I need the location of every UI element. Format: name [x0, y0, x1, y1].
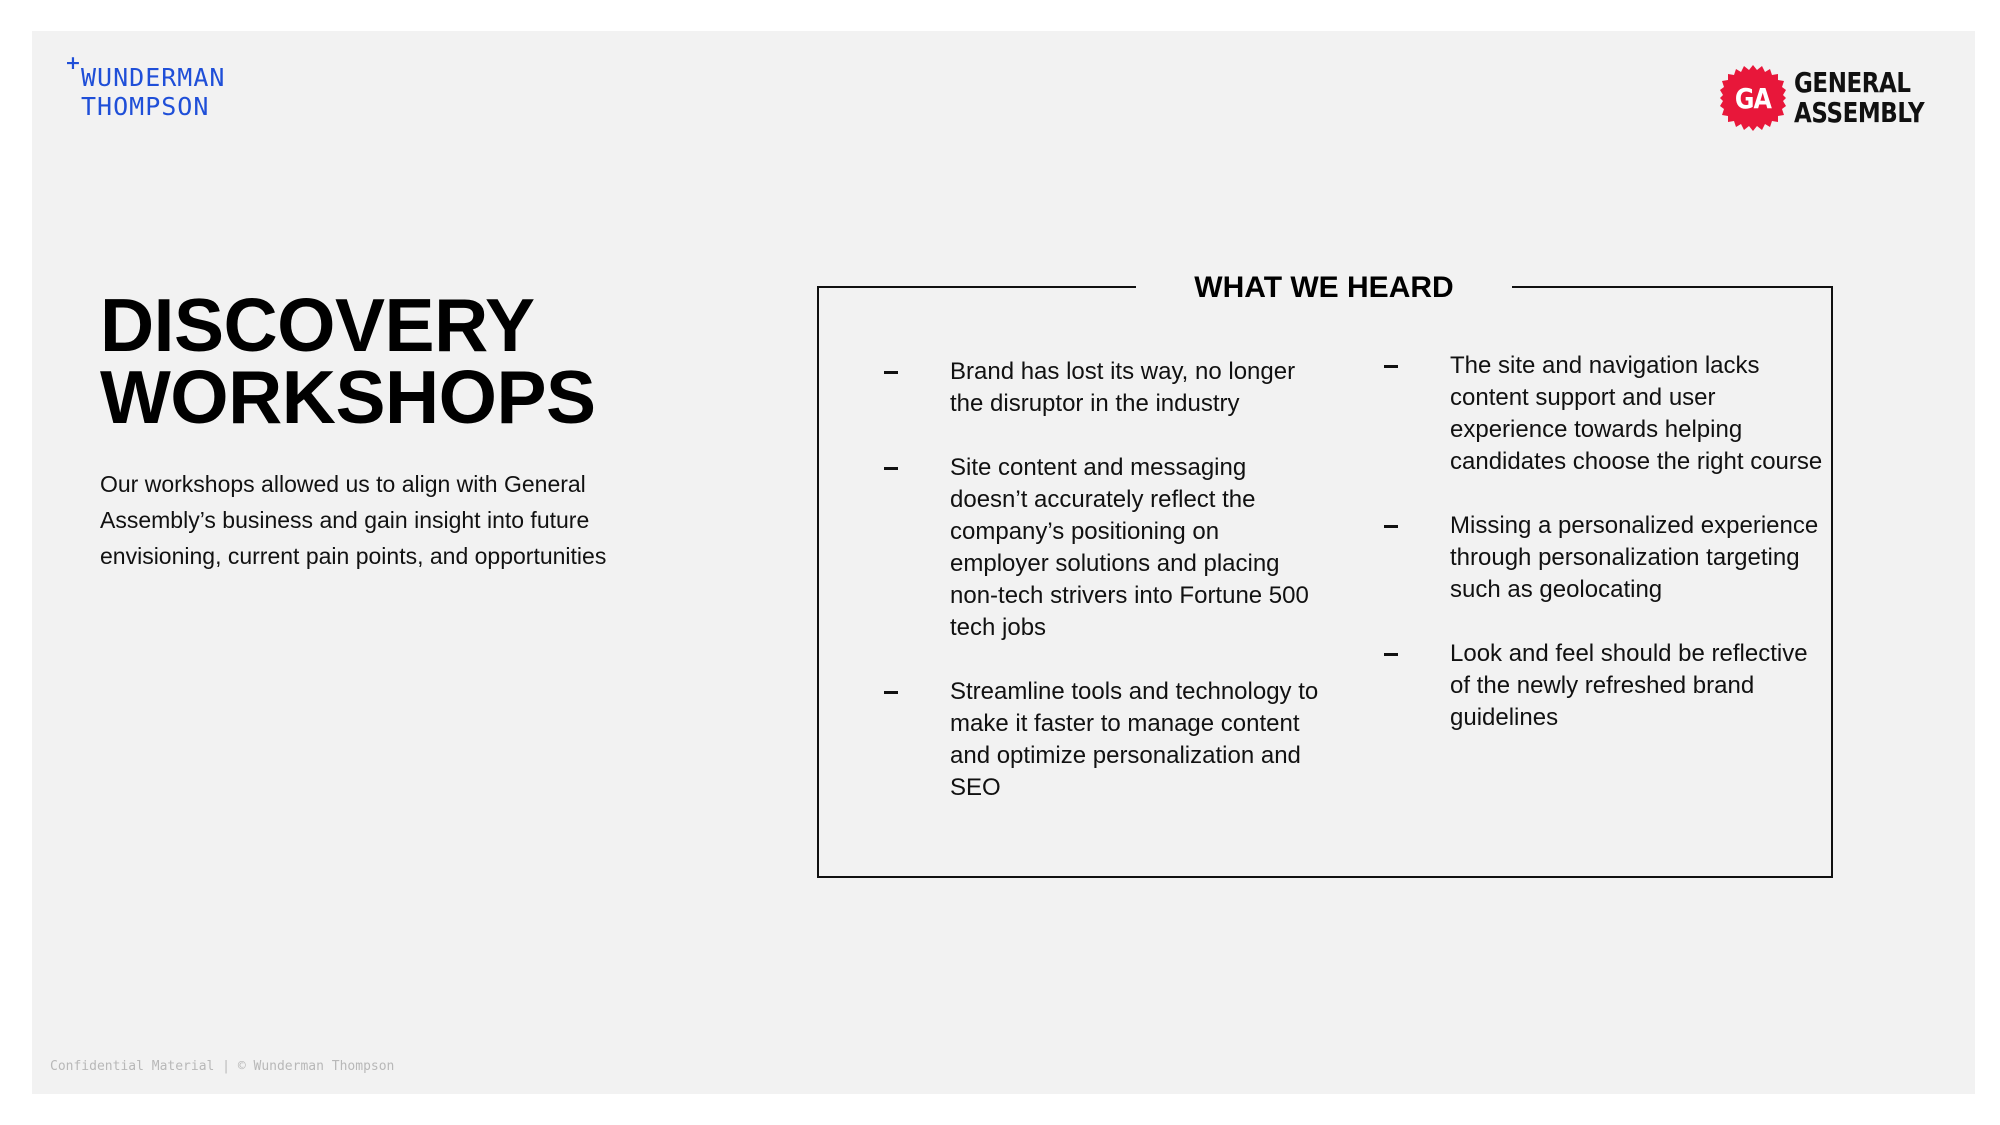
list-item	[1384, 350, 1824, 478]
plus-icon: +	[65, 52, 81, 74]
dash-bullet-icon	[884, 371, 898, 374]
slide	[32, 31, 1975, 1094]
what-we-heard-title: WHAT WE HEARD	[1136, 268, 1512, 308]
dash-bullet-icon	[1384, 653, 1398, 656]
list-item	[1384, 638, 1824, 734]
list-item-text: Missing a personalized experience through personalization targeting such as geolocating	[1450, 512, 1819, 603]
list-item-text: The site and navigation lacks content support and user experience towards helping candidates choose the right course	[1450, 352, 1823, 475]
client-name-line1: GENERAL	[1794, 66, 1911, 99]
general-assembly-logo	[1720, 65, 1953, 131]
agency-name-line1: WUNDERMAN	[81, 63, 226, 92]
heard-list-right	[1384, 350, 1824, 766]
dash-bullet-icon	[1384, 525, 1398, 528]
dash-bullet-icon	[1384, 365, 1398, 368]
client-name-line2: ASSEMBLY	[1794, 96, 1925, 129]
page-title	[100, 283, 596, 439]
list-item-text: Streamline tools and technology to make it faster to manage content and optimize personalization and SEO	[950, 678, 1319, 801]
heard-list-left	[884, 356, 1324, 836]
list-item	[884, 356, 1324, 420]
agency-name-line2: THOMPSON	[81, 92, 210, 121]
dash-bullet-icon	[884, 691, 898, 694]
dash-bullet-icon	[884, 467, 898, 470]
intro-paragraph: Our workshops allowed us to align with General Assembly’s business and gain insight into future envisioning, current pain points, and opportunities	[100, 471, 607, 569]
list-item-text: Brand has lost its way, no longer the disruptor in the industry	[950, 358, 1296, 417]
client-name	[1794, 68, 1924, 128]
ga-badge-icon	[1720, 65, 1786, 131]
wunderman-thompson-logo	[65, 52, 226, 121]
list-item	[884, 676, 1324, 804]
page-title-line2: WORKSHOPS	[100, 355, 596, 439]
list-item	[1384, 510, 1824, 606]
ga-badge-text: GA	[1735, 81, 1772, 115]
list-item-text: Site content and messaging doesn’t accurately reflect the company’s positioning on employer solutions and placing non-tech strivers into Fortune 500 tech jobs	[950, 454, 1309, 641]
list-item-text: Look and feel should be reflective of the newly refreshed brand guidelines	[1450, 640, 1808, 731]
list-item	[884, 452, 1324, 644]
what-we-heard-box	[817, 271, 1833, 878]
confidential-footer: Confidential Material | © Wunderman Thompson	[50, 1059, 395, 1074]
page-title-line1: DISCOVERY	[100, 283, 535, 367]
